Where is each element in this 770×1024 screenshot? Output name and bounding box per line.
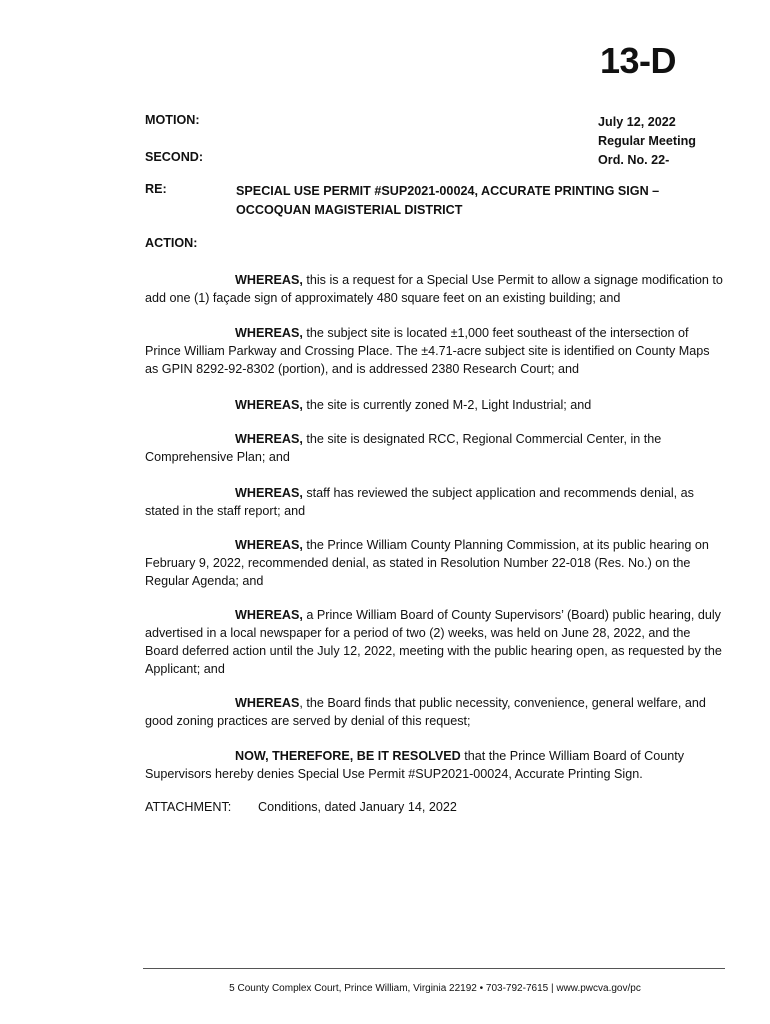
attachment-label: ATTACHMENT:: [145, 800, 232, 814]
action-label: ACTION:: [145, 236, 198, 250]
paragraph-lead: WHEREAS,: [235, 486, 303, 500]
paragraph-lead: WHEREAS,: [235, 273, 303, 287]
paragraph-lead: WHEREAS,: [235, 326, 303, 340]
whereas-paragraph: [145, 606, 725, 678]
whereas-paragraph: [145, 324, 725, 378]
paragraph-text: , the Board finds that public necessity, convenience, general welfare, and good zoning practices are served by denial of this request;: [145, 696, 706, 728]
meeting-type: Regular Meeting: [598, 134, 696, 148]
paragraph-text: the Prince William County Planning Commission, at its public hearing on February 9, 2022, recommended denial, as stated in Resolution Number 22-018 (Res. No.) on the Regular Agenda; and: [145, 538, 709, 588]
paragraph-lead: WHEREAS,: [235, 398, 303, 412]
whereas-paragraph: [145, 430, 725, 466]
paragraph-lead: WHEREAS,: [235, 432, 303, 446]
whereas-paragraph: [145, 536, 725, 590]
meeting-info: [598, 113, 696, 170]
agenda-item-number: 13-D: [600, 40, 677, 81]
footer-divider: [143, 968, 725, 969]
attachment-value: Conditions, dated January 14, 2022: [258, 800, 457, 814]
paragraph-lead: NOW, THEREFORE, BE IT RESOLVED: [235, 749, 461, 763]
motion-label: MOTION:: [145, 113, 200, 127]
re-label: RE:: [145, 182, 167, 196]
re-subject: [236, 182, 706, 220]
paragraph-lead: WHEREAS,: [235, 538, 303, 552]
paragraph-text: staff has reviewed the subject application and recommends denial, as stated in the staff report; and: [145, 486, 694, 518]
whereas-paragraph: [145, 396, 725, 414]
re-line-1: SPECIAL USE PERMIT #SUP2021-00024, ACCURATE PRINTING SIGN –: [236, 184, 660, 198]
whereas-paragraph: [145, 694, 725, 730]
paragraph-text: the subject site is located ±1,000 feet southeast of the intersection of Prince William Parkway and Crossing Place. The ±4.71-acre subject site is identified on County Maps as GPIN 8292-92-8302 (portion), and is addressed 2380 Research Court; and: [145, 326, 710, 376]
re-line-2: OCCOQUAN MAGISTERIAL DISTRICT: [236, 203, 463, 217]
whereas-paragraph: [145, 484, 725, 520]
paragraph-text: the site is designated RCC, Regional Commercial Center, in the Comprehensive Plan; and: [145, 432, 662, 464]
paragraph-text: that the Prince William Board of County Supervisors hereby denies Special Use Permit #SUP2021-00024, Accurate Printing Sign.: [145, 749, 685, 781]
paragraph-text: a Prince William Board of County Supervisors’ (Board) public hearing, duly advertised in a local newspaper for a period of two (2) weeks, was held on June 28, 2022, and the Board deferred action until the July 12, 2022, meeting with the public hearing open, as requested by the Applicant; and: [145, 608, 722, 676]
paragraph-lead: WHEREAS,: [235, 608, 303, 622]
resolution-paragraph: [145, 747, 725, 783]
paragraph-lead: WHEREAS: [235, 696, 300, 710]
meeting-date: July 12, 2022: [598, 115, 676, 129]
footer-address: 5 County Complex Court, Prince William, Virginia 22192 • 703-792-7615 | www.pwcva.gov/pc: [229, 983, 641, 994]
paragraph-text: this is a request for a Special Use Permit to allow a signage modification to add one (1) façade sign of approximately 480 square feet on an existing building; and: [145, 273, 723, 305]
whereas-paragraph: [145, 271, 725, 307]
second-label: SECOND:: [145, 150, 204, 164]
ordinance-number: Ord. No. 22-: [598, 153, 670, 167]
paragraph-text: the site is currently zoned M-2, Light Industrial; and: [302, 398, 592, 412]
